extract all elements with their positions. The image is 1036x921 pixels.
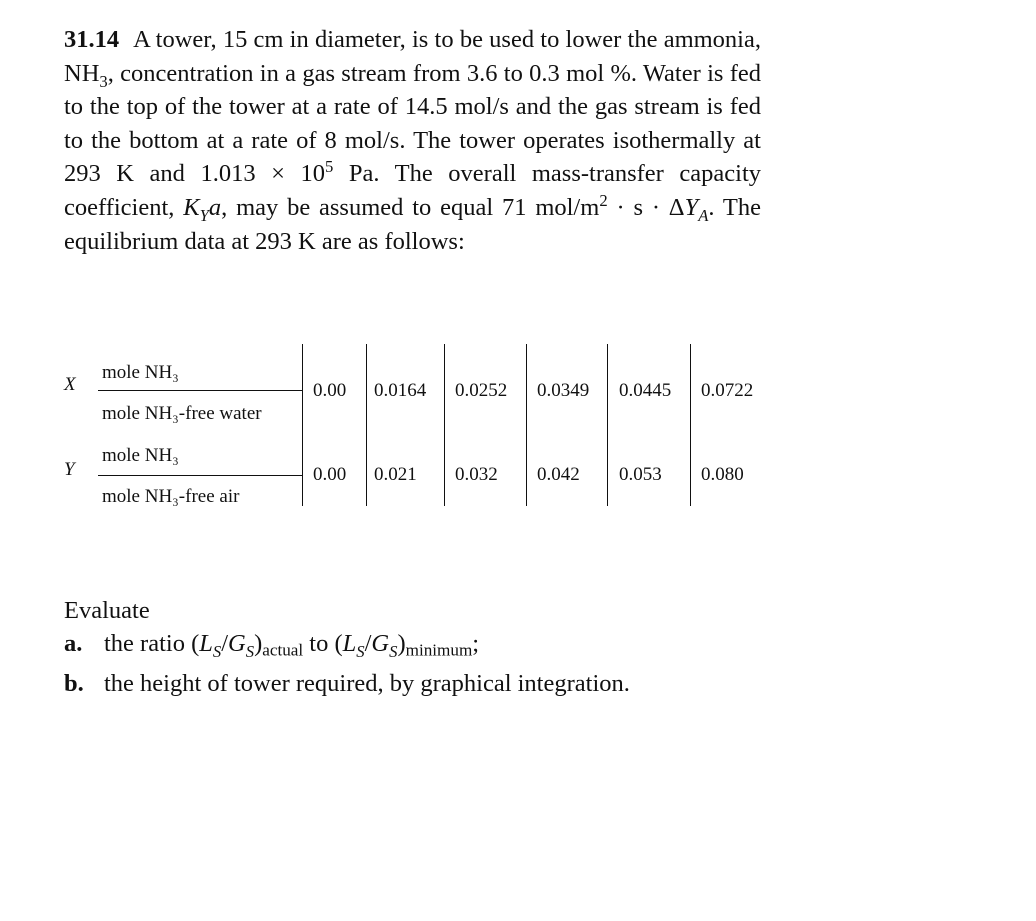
table-cell: 0.080 <box>701 464 744 485</box>
fraction-x-denominator: mole NH₃-free water <box>102 403 262 424</box>
table-rule <box>690 344 691 506</box>
table-cell: 0.053 <box>619 464 662 485</box>
item-text: the ratio $(L_S/G_S)actual$ to $(L_S/G_S)minimum$; <box>104 630 480 661</box>
var-x: X <box>64 374 76 395</box>
table-rule <box>607 344 608 506</box>
table-cell: 0.0252 <box>455 380 508 401</box>
fraction-x-bar <box>98 390 302 391</box>
table-cell: 0.0722 <box>701 380 754 401</box>
table-rule <box>444 344 445 506</box>
var-y: Y <box>64 459 75 480</box>
problem-statement <box>64 23 761 258</box>
item-label: b. <box>64 670 84 697</box>
table-cell: 0.00 <box>313 464 347 485</box>
fraction-y-denominator: mole NH₃-free air <box>102 486 240 507</box>
table-rule <box>526 344 527 506</box>
item-text: the height of tower required, by graphical integration. <box>104 670 630 697</box>
table-cell: 0.042 <box>537 464 580 485</box>
evaluate-item-a <box>64 630 480 661</box>
table-cell: 0.0164 <box>374 380 427 401</box>
evaluate-item-b <box>64 670 630 698</box>
table-rule <box>366 344 367 506</box>
table-cell: 0.021 <box>374 464 417 485</box>
table-cell: 0.0445 <box>619 380 672 401</box>
fraction-y-bar <box>98 475 302 476</box>
problem-text: A tower, 15 cm in diameter, is to be used to lower the ammonia, $NH_3$, concentration in a gas stream from 3.6 to 0.3 mol %. Water is fed to the top of the tower at a rate of 14.5 mol/s and the gas stream is fed to the bottom at a rate of 8 mol/s. The tower operates isothermally at 293 K and $1.013 \times 10^5$ Pa. The overall mass-transfer capacity coefficient, $K_Ya$, may be assumed to equal 71 mol/$m^2 \cdot s \cdot \Delta Y_A$. The equilibrium data at 293 K are as follows: <box>64 26 761 255</box>
fraction-x-numerator: mole NH₃ <box>102 362 179 383</box>
evaluate-heading: Evaluate <box>64 597 150 624</box>
fraction-y-numerator: mole NH₃ <box>102 445 179 466</box>
table-cell: 0.00 <box>313 380 347 401</box>
table-rule <box>302 344 303 506</box>
table-cell: 0.0349 <box>537 380 590 401</box>
table-cell: 0.032 <box>455 464 498 485</box>
problem-number: 31.14 <box>64 26 120 53</box>
item-label: a. <box>64 630 83 657</box>
